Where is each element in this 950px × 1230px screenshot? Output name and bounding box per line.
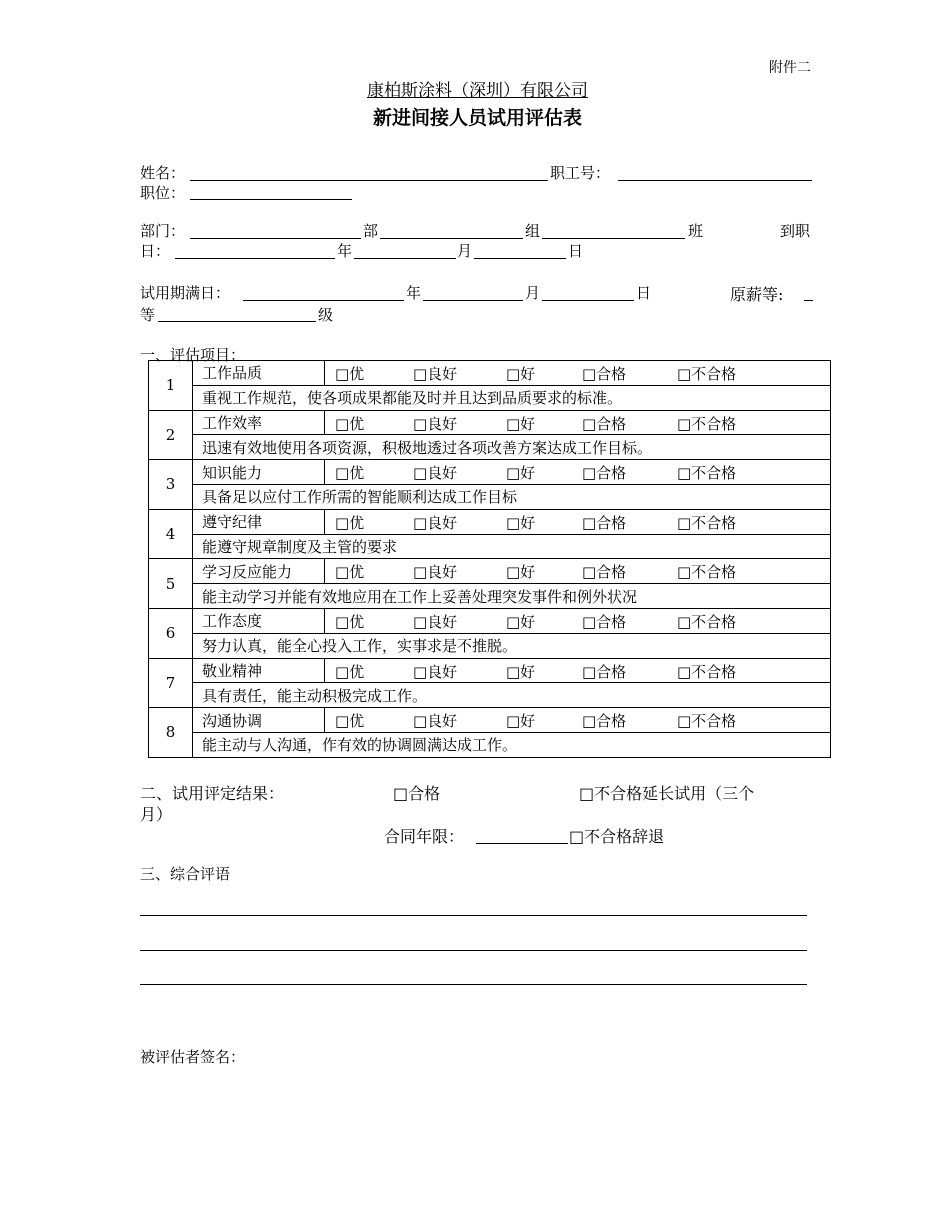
rating-options — [325, 559, 831, 584]
rating-checkbox[interactable]: □良好 — [413, 513, 458, 532]
rating-checkbox[interactable]: □良好 — [413, 464, 458, 483]
rating-checkbox[interactable]: □好 — [506, 414, 536, 433]
eval-desc-row — [149, 484, 831, 509]
section3-heading: 三、综合评语 — [140, 865, 231, 883]
rating-checkbox[interactable]: □合格 — [582, 365, 627, 383]
item-number: 3 — [149, 460, 193, 510]
contract-term-field[interactable] — [476, 843, 568, 844]
rating-checkbox[interactable]: □好 — [506, 612, 536, 631]
rating-checkbox[interactable]: □良好 — [413, 612, 458, 631]
eval-row — [149, 361, 831, 386]
rating-checkbox[interactable]: □良好 — [413, 414, 458, 433]
rating-options-group — [325, 708, 830, 732]
rating-checkbox[interactable]: □不合格 — [677, 662, 737, 681]
company-name — [0, 76, 950, 101]
item-number: 1 — [149, 361, 193, 411]
shift-field[interactable] — [542, 238, 685, 239]
probation-month-unit: 月 — [525, 284, 541, 302]
arrival-label-a: 到职 — [780, 222, 811, 240]
arrival-day-unit: 日 — [568, 242, 584, 260]
eval-row — [149, 410, 831, 435]
form-title: 新进间接人员试用评估表 — [372, 107, 582, 129]
item-description: 努力认真，能全心投入工作，实事求是不推脱。 — [193, 633, 831, 658]
position-field[interactable] — [190, 199, 352, 200]
rating-checkbox[interactable]: □不合格 — [677, 513, 737, 532]
arrival-day-field[interactable] — [474, 258, 566, 259]
probation-year-unit: 年 — [406, 284, 422, 302]
salary-grade-field[interactable] — [158, 321, 316, 322]
eval-desc-row — [149, 534, 831, 559]
result-fail-extend-cont: 月） — [140, 805, 173, 824]
rating-checkbox[interactable]: □优 — [335, 414, 365, 433]
item-description: 能遵守规章制度及主管的要求 — [193, 534, 831, 559]
rating-checkbox[interactable]: □优 — [335, 612, 365, 631]
comment-line[interactable] — [140, 984, 807, 985]
rating-options — [325, 460, 831, 485]
item-number: 2 — [149, 410, 193, 460]
arrival-year-unit: 年 — [337, 242, 353, 260]
eval-row — [149, 708, 831, 733]
rating-checkbox[interactable]: □良好 — [413, 662, 458, 681]
rating-checkbox[interactable]: □优 — [335, 513, 365, 532]
rating-checkbox[interactable]: □合格 — [582, 464, 627, 483]
signature-label: 被评估者签名： — [140, 1048, 246, 1066]
rating-checkbox[interactable]: □优 — [335, 464, 365, 483]
item-name: 工作态度 — [193, 608, 325, 633]
item-description: 具有责任，能主动积极完成工作。 — [193, 683, 831, 708]
rating-checkbox[interactable]: □合格 — [582, 662, 627, 681]
eval-row — [149, 608, 831, 633]
contract-term-label: 合同年限： — [384, 827, 465, 846]
eval-desc-row — [149, 435, 831, 460]
item-name: 工作效率 — [193, 410, 325, 435]
item-description: 能主动与人沟通，作有效的协调圆满达成工作。 — [193, 732, 831, 757]
item-description: 能主动学习并能有效地应用在工作上妥善处理突发事件和例外状况 — [193, 584, 831, 609]
comment-line[interactable] — [140, 915, 807, 916]
rating-options-group — [325, 361, 830, 385]
arrival-month-unit: 月 — [457, 242, 473, 260]
rating-checkbox[interactable]: □不合格 — [677, 365, 737, 383]
rating-checkbox[interactable]: □良好 — [413, 365, 458, 383]
probation-day-unit: 日 — [636, 284, 652, 302]
rating-checkbox[interactable]: □好 — [506, 563, 536, 582]
rating-options — [325, 361, 831, 386]
rating-options — [325, 608, 831, 633]
item-description: 重视工作规范，使各项成果都能及时并且达到品质要求的标准。 — [193, 385, 831, 410]
appendix-label: 附件二 — [769, 60, 811, 76]
rating-checkbox[interactable]: □优 — [335, 563, 365, 582]
item-number: 7 — [149, 658, 193, 708]
rating-checkbox[interactable]: □良好 — [413, 712, 458, 731]
group-unit: 组 — [525, 222, 541, 240]
item-name: 遵守纪律 — [193, 509, 325, 534]
salary-grade-label: 等 — [140, 306, 156, 324]
rating-checkbox[interactable]: □优 — [335, 365, 365, 383]
rating-checkbox[interactable]: □优 — [335, 662, 365, 681]
eval-row — [149, 559, 831, 584]
rating-options-group — [325, 559, 830, 583]
rating-options-group — [325, 609, 830, 633]
result-fail-extend-checkbox[interactable]: □不合格延长试用（三个 — [579, 784, 755, 803]
eval-desc-row — [149, 683, 831, 708]
rating-checkbox[interactable]: □合格 — [582, 414, 627, 433]
grade-unit: 级 — [318, 306, 334, 324]
item-number: 4 — [149, 509, 193, 559]
rating-checkbox[interactable]: □不合格 — [677, 563, 737, 582]
item-description: 迅速有效地使用各项资源，积极地透过各项改善方案达成工作目标。 — [193, 435, 831, 460]
eval-desc-row — [149, 633, 831, 658]
probation-year-field[interactable] — [243, 300, 404, 301]
probation-month-field[interactable] — [423, 300, 523, 301]
rating-options-group — [325, 411, 830, 435]
rating-checkbox[interactable]: □不合格 — [677, 414, 737, 433]
name-field[interactable] — [190, 180, 548, 181]
rating-options — [325, 708, 831, 733]
eval-desc-row — [149, 584, 831, 609]
arrival-month-field[interactable] — [354, 258, 456, 259]
result-fail-dismiss-checkbox[interactable]: □不合格辞退 — [569, 827, 665, 846]
eval-row — [149, 460, 831, 485]
rating-checkbox[interactable]: □合格 — [582, 612, 627, 631]
probation-day-field[interactable] — [542, 300, 634, 301]
rating-checkbox[interactable]: □不合格 — [677, 712, 737, 731]
arrival-year-field[interactable] — [175, 258, 335, 259]
item-name: 敬业精神 — [193, 658, 325, 683]
rating-options — [325, 410, 831, 435]
employee-no-label: 职工号： — [550, 164, 611, 182]
rating-checkbox[interactable]: □不合格 — [677, 464, 737, 483]
position-label: 职位： — [140, 184, 186, 202]
rating-checkbox[interactable]: □好 — [506, 662, 536, 681]
item-number: 8 — [149, 708, 193, 758]
item-description: 具备足以应付工作所需的智能顺利达成工作目标 — [193, 484, 831, 509]
item-name: 沟通协调 — [193, 708, 325, 733]
rating-checkbox[interactable]: □好 — [506, 464, 536, 483]
item-number: 5 — [149, 559, 193, 609]
employee-no-field[interactable] — [618, 180, 812, 181]
item-name: 知识能力 — [193, 460, 325, 485]
item-name: 学习反应能力 — [193, 559, 325, 584]
department-field[interactable] — [190, 238, 361, 239]
eval-row — [149, 658, 831, 683]
eval-desc-row — [149, 385, 831, 410]
rating-checkbox[interactable]: □不合格 — [677, 612, 737, 631]
rating-checkbox[interactable]: □好 — [506, 513, 536, 532]
rating-checkbox[interactable]: □合格 — [582, 513, 627, 532]
original-salary-label: 原薪等: — [730, 285, 784, 304]
rating-options-group — [325, 510, 830, 534]
section1-heading: 一、评估项目： — [140, 346, 246, 364]
item-name: 工作品质 — [193, 361, 325, 386]
section2-heading: 二、试用评定结果： — [140, 784, 285, 803]
arrival-label-b: 日： — [140, 242, 171, 260]
probation-end-label: 试用期满日： — [140, 284, 231, 302]
result-pass-checkbox[interactable]: □合格 — [393, 784, 441, 803]
evaluation-table — [148, 360, 831, 758]
rating-options — [325, 658, 831, 683]
eval-desc-row — [149, 732, 831, 757]
shift-unit: 班 — [688, 222, 704, 240]
comment-line[interactable] — [140, 950, 807, 951]
eval-row — [149, 509, 831, 534]
rating-options — [325, 509, 831, 534]
rating-checkbox[interactable]: □良好 — [413, 563, 458, 582]
original-salary-field[interactable] — [804, 300, 813, 301]
name-label: 姓名： — [140, 164, 186, 182]
group-field[interactable] — [380, 238, 523, 239]
rating-checkbox[interactable]: □合格 — [582, 712, 627, 731]
item-number: 6 — [149, 608, 193, 658]
rating-options-group — [325, 659, 830, 683]
rating-checkbox[interactable]: □好 — [506, 365, 536, 383]
rating-checkbox[interactable]: □合格 — [582, 563, 627, 582]
department-label: 部门： — [140, 222, 186, 240]
rating-checkbox[interactable]: □优 — [335, 712, 365, 731]
company-name-text: 康柏斯涂料（深圳）有限公司 — [367, 81, 588, 101]
dept-unit: 部 — [363, 222, 379, 240]
rating-options-group — [325, 460, 830, 484]
rating-checkbox[interactable]: □好 — [506, 712, 536, 731]
